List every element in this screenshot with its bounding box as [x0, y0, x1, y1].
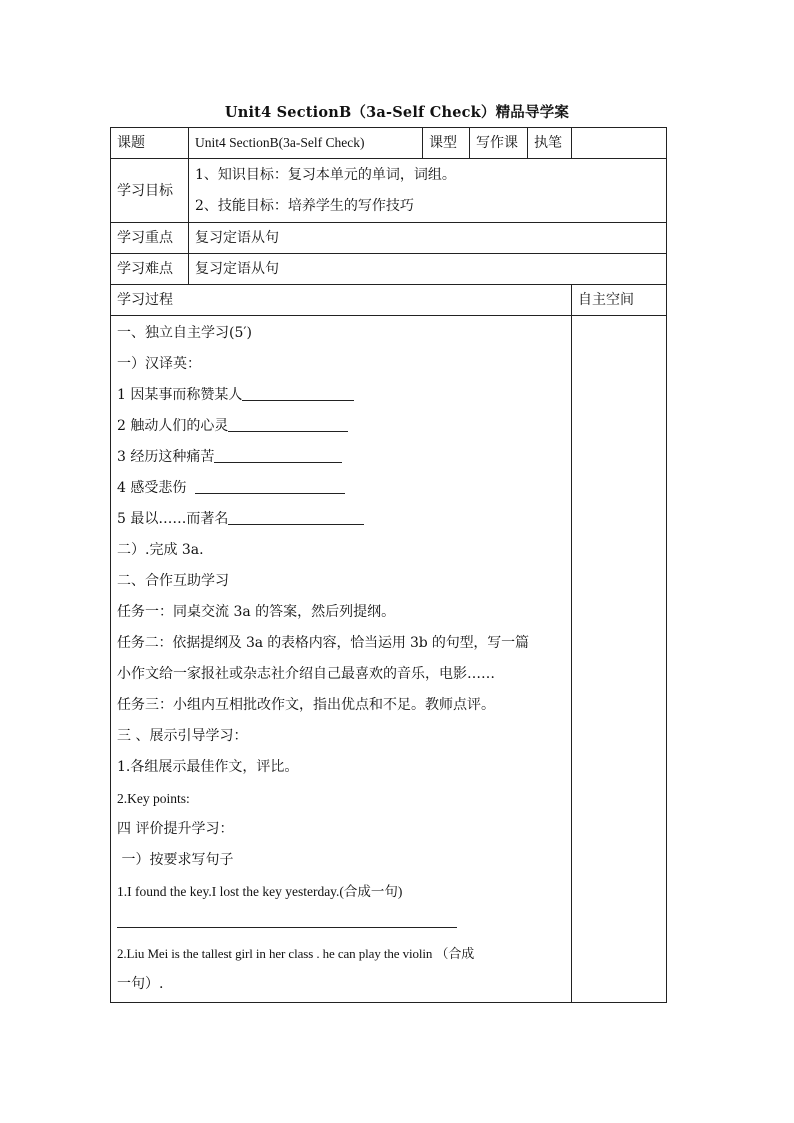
step-item: 1.各组展示最佳作文，评比。: [117, 759, 299, 775]
answer-blank: [195, 479, 345, 494]
exercise-item: [117, 473, 565, 504]
lesson-type-label: 课型: [423, 128, 470, 159]
task-item: 任务三：小组内互相批改作文，指出优点和不足。教师点评。: [117, 697, 495, 713]
exercise-item: [117, 504, 565, 535]
goal-item: 1、知识目标：复习本单元的单词，词组。: [195, 166, 456, 183]
exercise-text: 1 因某事而称赞某人: [117, 387, 243, 403]
difficulty-row: [111, 254, 667, 285]
process-body-row: [111, 316, 667, 1003]
goals-row: [111, 159, 667, 223]
exercise-item: [117, 411, 565, 442]
subsection-heading: 二）.完成 3a.: [117, 542, 204, 558]
topic-row: [111, 128, 667, 159]
author-label: 执笔: [528, 128, 572, 159]
exercise-text: 4 感受悲伤: [117, 480, 196, 496]
answer-line-row: [117, 907, 565, 938]
exercise-text: 3 经历这种痛苦: [117, 449, 215, 465]
sentence-exercise-continued: 一句）.: [117, 976, 164, 992]
section-heading: 二、合作互助学习: [117, 573, 229, 589]
exercise-text: 2 触动人们的心灵: [117, 418, 229, 434]
subsection-heading: 一）按要求写句子: [117, 852, 234, 868]
answer-blank: [242, 386, 354, 401]
sentence-exercise: 2.Liu Mei is the tallest girl in her class . he can play the violin （合成: [117, 946, 475, 961]
sentence-exercise: 1.I found the key.I lost the key yesterday.(合成一句): [117, 884, 403, 899]
goals-content: [189, 159, 667, 223]
lesson-type-value: 写作课: [470, 128, 528, 159]
self-space-label: 自主空间: [572, 285, 667, 316]
task-item-continued: 小作文给一家报社或杂志社介绍自己最喜欢的音乐，电影……: [117, 666, 495, 682]
key-point-value: 复习定语从句: [189, 223, 667, 254]
difficulty-label: 学习难点: [111, 254, 189, 285]
self-space-area: [572, 316, 667, 1003]
section-heading: 一、独立自主学习(5′): [117, 325, 253, 341]
difficulty-value: 复习定语从句: [189, 254, 667, 285]
page-title: Unit4 SectionB（3a-Self Check）精品导学案: [224, 104, 570, 121]
task-item: 任务一：同桌交流 3a 的答案，然后列提纲。: [117, 604, 396, 620]
key-points-item: 2.Key points:: [117, 791, 190, 806]
key-point-row: [111, 223, 667, 254]
process-header-row: [111, 285, 667, 316]
section-heading: 三 、展示引导学习：: [117, 728, 248, 744]
goal-item: 2、技能目标：培养学生的写作技巧: [195, 197, 414, 214]
answer-blank: [228, 417, 348, 432]
exercise-text: 5 最以……而著名: [117, 511, 229, 527]
exercise-item: [117, 442, 565, 473]
task-item: 任务二：依据提纲及 3a 的表格内容，恰当运用 3b 的句型，写一篇: [117, 635, 529, 651]
key-point-label: 学习重点: [111, 223, 189, 254]
answer-blank: [214, 448, 342, 463]
process-label: 学习过程: [111, 285, 572, 316]
goals-label: 学习目标: [111, 159, 189, 223]
process-content: [111, 316, 572, 1003]
subsection-heading: 一）汉译英：: [117, 356, 201, 372]
exercise-item: [117, 380, 565, 411]
topic-label: 课题: [111, 128, 189, 159]
lesson-plan-table: [110, 127, 667, 1003]
author-value: [572, 128, 667, 159]
answer-blank: [117, 913, 457, 928]
section-heading: 四 评价提升学习：: [117, 821, 234, 837]
answer-blank: [228, 510, 364, 525]
topic-value: Unit4 SectionB(3a-Self Check): [189, 128, 423, 159]
